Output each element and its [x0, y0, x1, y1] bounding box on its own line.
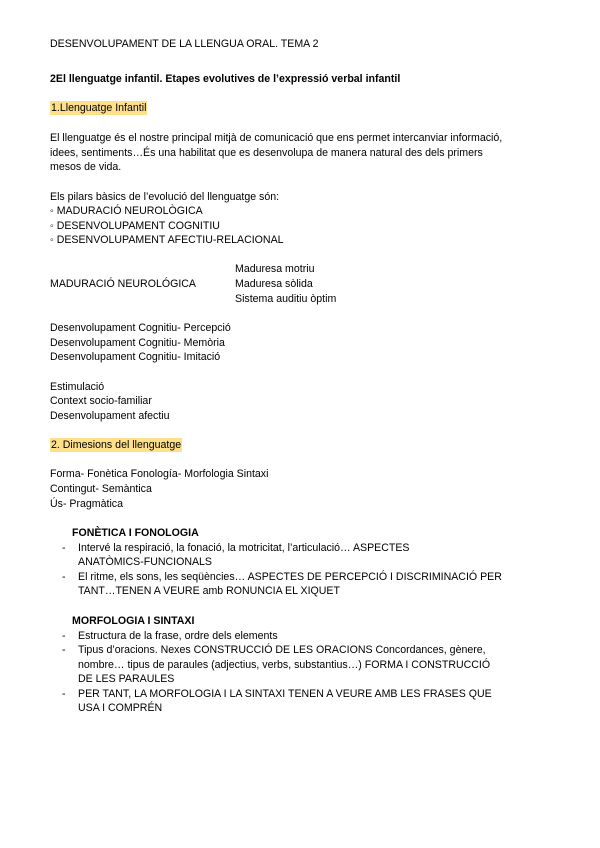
morfologia-item-line: PER TANT, LA MORFOLOGIA I LA SINTAXI TENEN A VEURE AMB LES FRASES QUE	[78, 688, 492, 700]
fonetica-item-line: TANT…TENEN A VEURE amb RONUNCIA EL XIQUET	[78, 585, 340, 597]
section1-para-line: El llenguatge és el nostre principal mitjà de comunicació que ens permet intercanviar informació,	[50, 132, 503, 144]
dimension-item: Forma- Fonètica Fonología- Morfologia Sintaxi	[50, 468, 269, 480]
morfologia-item-line: nombre… tipus de paraules (adjectius, verbs, substantius…) FORMA I CONSTRUCCIÓ	[78, 659, 491, 671]
bullet-dash: -	[62, 630, 66, 642]
pillar-item: ◦ MADURACIÓ NEUROLÒGICA	[50, 205, 203, 217]
pillars-intro: Els pilars bàsics de l’evolució del llenguatge són:	[50, 191, 280, 203]
afectiu-item: Context socio-familiar	[50, 395, 152, 407]
morfologia-item-line: Estructura de la frase, ordre dels elements	[78, 630, 278, 642]
morfologia-item-line: Tipus d’oracions. Nexes CONSTRUCCIÓ DE LES ORACIONS Concordances, gènere,	[78, 644, 486, 656]
section1-heading-text: 1.Llenguatge Infantil	[51, 102, 147, 114]
bullet-dash: -	[62, 542, 66, 554]
morfologia-item-line: DE LES PARAULES	[78, 673, 175, 685]
cognitiu-item: Desenvolupament Cognitiu- Imitació	[50, 351, 221, 363]
morfologia-title: MORFOLOGIA I SINTAXI	[72, 615, 195, 627]
document-header: DESENVOLUPAMENT DE LA LLENGUA ORAL. TEMA 2	[50, 38, 319, 50]
bullet-dash: -	[62, 571, 66, 583]
afectiu-item: Desenvolupament afectiu	[50, 410, 170, 422]
pillar-item: ◦ DESENVOLUPAMENT AFECTIU-RELACIONAL	[50, 234, 284, 246]
fonetica-title: FONÈTICA I FONOLOGIA	[72, 527, 199, 539]
cognitiu-item: Desenvolupament Cognitiu- Percepció	[50, 322, 231, 334]
morfologia-item-line: USA I COMPRÉN	[78, 702, 163, 714]
dimension-item: Contingut- Semàntica	[50, 483, 152, 495]
bullet-dash: -	[62, 644, 66, 656]
maduracio-label: MADURACIÓ NEUROLÓGICA	[50, 278, 196, 290]
maduracio-item: Maduresa motriu	[235, 263, 315, 275]
bullet-dash: -	[62, 688, 66, 700]
maduracio-item: Maduresa sòlida	[235, 278, 313, 290]
section1-para-line: mesos de vida.	[50, 161, 122, 173]
afectiu-item: Estimulació	[50, 381, 105, 393]
section2-heading-text: 2. Dimesions del llenguatge	[51, 439, 182, 451]
section2-heading	[50, 438, 182, 452]
dimension-item: Ús- Pragmàtica	[50, 498, 123, 510]
fonetica-item-line: Intervé la respiració, la fonació, la motricitat, l’articulació… ASPECTES	[78, 542, 410, 554]
fonetica-item-line: ANATÒMICS-FUNCIONALS	[78, 556, 212, 568]
cognitiu-item: Desenvolupament Cognitiu- Memòria	[50, 337, 225, 349]
maduracio-item: Sistema auditiu òptim	[235, 293, 337, 305]
section1-para-line: idees, sentiments…És una habilitat que es desenvolupa de manera natural des dels primers	[50, 147, 483, 159]
pillar-item: ◦ DESENVOLUPAMENT COGNITIU	[50, 220, 220, 232]
main-title: 2El llenguatge infantil. Etapes evolutives de l’expressió verbal infantil	[50, 73, 401, 85]
section1-heading	[50, 101, 147, 115]
fonetica-item-line: El ritme, els sons, les seqüències… ASPECTES DE PERCEPCIÓ I DISCRIMINACIÓ PER	[78, 571, 502, 583]
